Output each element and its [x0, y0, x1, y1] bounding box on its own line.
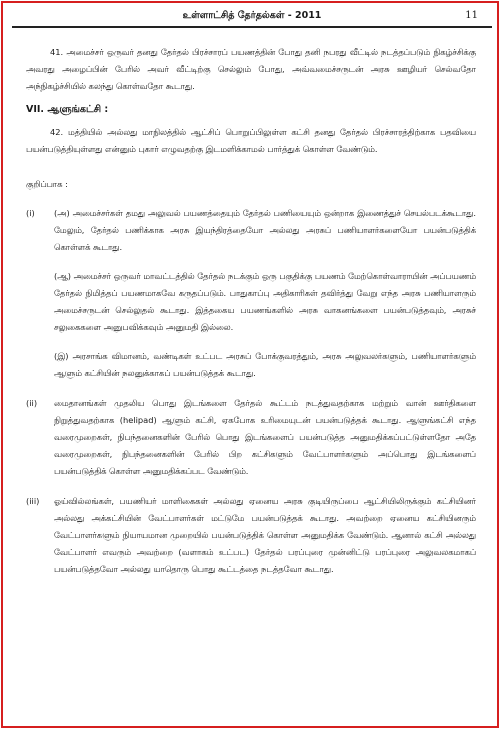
header-rule [12, 26, 492, 28]
paragraph-42: 42. மத்தியில் அல்லது மாநிலத்தில் ஆட்சிப் பொறுப்பிலுள்ள கட்சி தனது தேர்தல் பிரச்சாரத்திற்காக பதவியை பயன்படுத்தியுள்ளது என்னும் புகார் எழுவதற்கு இடமளிக்காமல் பார்த்துக் கொள்ள வேண்டும். [26, 127, 476, 154]
page-header [12, 8, 492, 26]
page [12, 8, 492, 723]
document-body [26, 44, 476, 591]
list-item [26, 205, 476, 382]
item-i-i: (இ) அரசாங்க விமானம், வண்டிகள் உட்பட அரசுப் போக்குவரத்தும், அரசு அலுவலர்களும், பணியாளர்களும் ஆளும் கட்சியின் நலனுக்காகப் பயன்படுத்தக் கூடாது. [54, 351, 476, 378]
header-title: உள்ளாட்சித் தேர்தல்கள் - 2011 [182, 10, 322, 21]
item-iii-text: ஓய்வில்லங்கள், பயணியர் மாளிகைகள் அல்லது ஏனைய அரசு குடியிருப்பை ஆட்சியிலிருக்கும் கட்சியினர் அல்லது அக்கட்சியின் வேட்பாளர்கள் மட்டுமே பயன்படுத்தக் கூடாது. அவற்றை ஏனைய கட்சியினரும் வேட்பாளர்களும் நியாயமான முறையில் பயன்படுத்திக் கொள்ள அனுமதிக்க வேண்டும். ஆனால் கட்சி அல்லது வேட்பாளர் எவரும் அவற்றை (வளாகம் உட்பட) தேர்தல் பரப்புரை முன்னிட்டு பரப்புரை அலுவலகமாகப் பயன்படுத்தவோ அல்லது யாதொரு பொது கூட்டத்தை நடத்தவோ கூடாது. [54, 496, 476, 574]
item-number: (iii) [26, 496, 40, 506]
section-heading: VII. ஆளுங்கட்சி : [26, 104, 109, 115]
list-item [26, 395, 476, 480]
item-i-a: (அ) அமைச்சர்கள் தமது அலுவல் பயணத்தையும் தேர்தல் பணியையும் ஒன்றாக இணைத்துச் செயல்படக்கூடாது. மேலும், தேர்தல் பணிக்காக அரசு இயந்திரத்தையோ அல்லது அரசுப் பணியாளர்களையோ பயன்படுத்திக் கொள்ளக் கூடாது. [54, 208, 476, 252]
list-item [26, 493, 476, 578]
specifically-label: குறிப்பாக : [26, 179, 68, 189]
page-border [1, 1, 499, 728]
page-number: 11 [465, 10, 478, 21]
item-ii-text: மைதானங்கள் முதலிய பொது இடங்களை தேர்தல் கூட்டம் நடத்துவதற்காக மற்றும் வான் ஊர்திகளை நிறுத்துவதற்காக (helipad) ஆளும் கட்சி, ஏகபோக உரிமையுடன் பயன்படுத்தக் கூடாது. ஆளுங்கட்சி எந்த வரைமுறைகள், நிபந்தனைகளின் பேரில் பொது இடங்களைப் பயன்படுத்த அனுமதிக்கப்பட்டுள்ளதோ அதே வரைமுறைகள், நிபந்தனைகளின் பேரில் பிற கட்சிகளும் வேட்பாளர்களும் அப்பொது இடங்களைப் பயன்படுத்திக் கொள்ள அனுமதிக்கப்பட வேண்டும். [54, 398, 476, 476]
paragraph-41: 41. அமைச்சர் ஒருவர் தனது தேர்தல் பிரச்சாரப் பயணத்தின் போது தனி நபரது வீட்டில் நடத்தப்படும் நிகழ்ச்சிக்கு அவரது அழைப்பின் பேரில் அவர் வீட்டிற்கு செல்லும் போது, அவ்வமைச்சருடன் அரசு ஊழியர் செல்வதோ அந்நிகழ்ச்சியில் கலந்து கொள்வதோ கூடாது. [26, 47, 476, 91]
item-number: (i) [26, 208, 35, 218]
item-number: (ii) [26, 398, 38, 408]
item-i-aa: (ஆ) அமைச்சர் ஒருவர் மாவட்டத்தில் தேர்தல் நடக்கும் ஒரு பகுதிக்கு பயணம் மேற்கொள்வாராயின் அப்பயணம் தேர்தல் நிமித்தப் பயணமாகவே கருதப்படும். பாதுகாப்பு அதிகாரிகள் தவிர்த்து வேறு எந்த அரசு பணியாளரும் அமைச்சருடன் செல்லுதல் கூடாது. இத்தகைய பயணங்களில் அரசு வாகனங்களை பயன்படுத்தவும், அரசுச் சலுகைகளை அனுபவிக்கவும் அனுமதி இல்லை. [54, 271, 476, 332]
